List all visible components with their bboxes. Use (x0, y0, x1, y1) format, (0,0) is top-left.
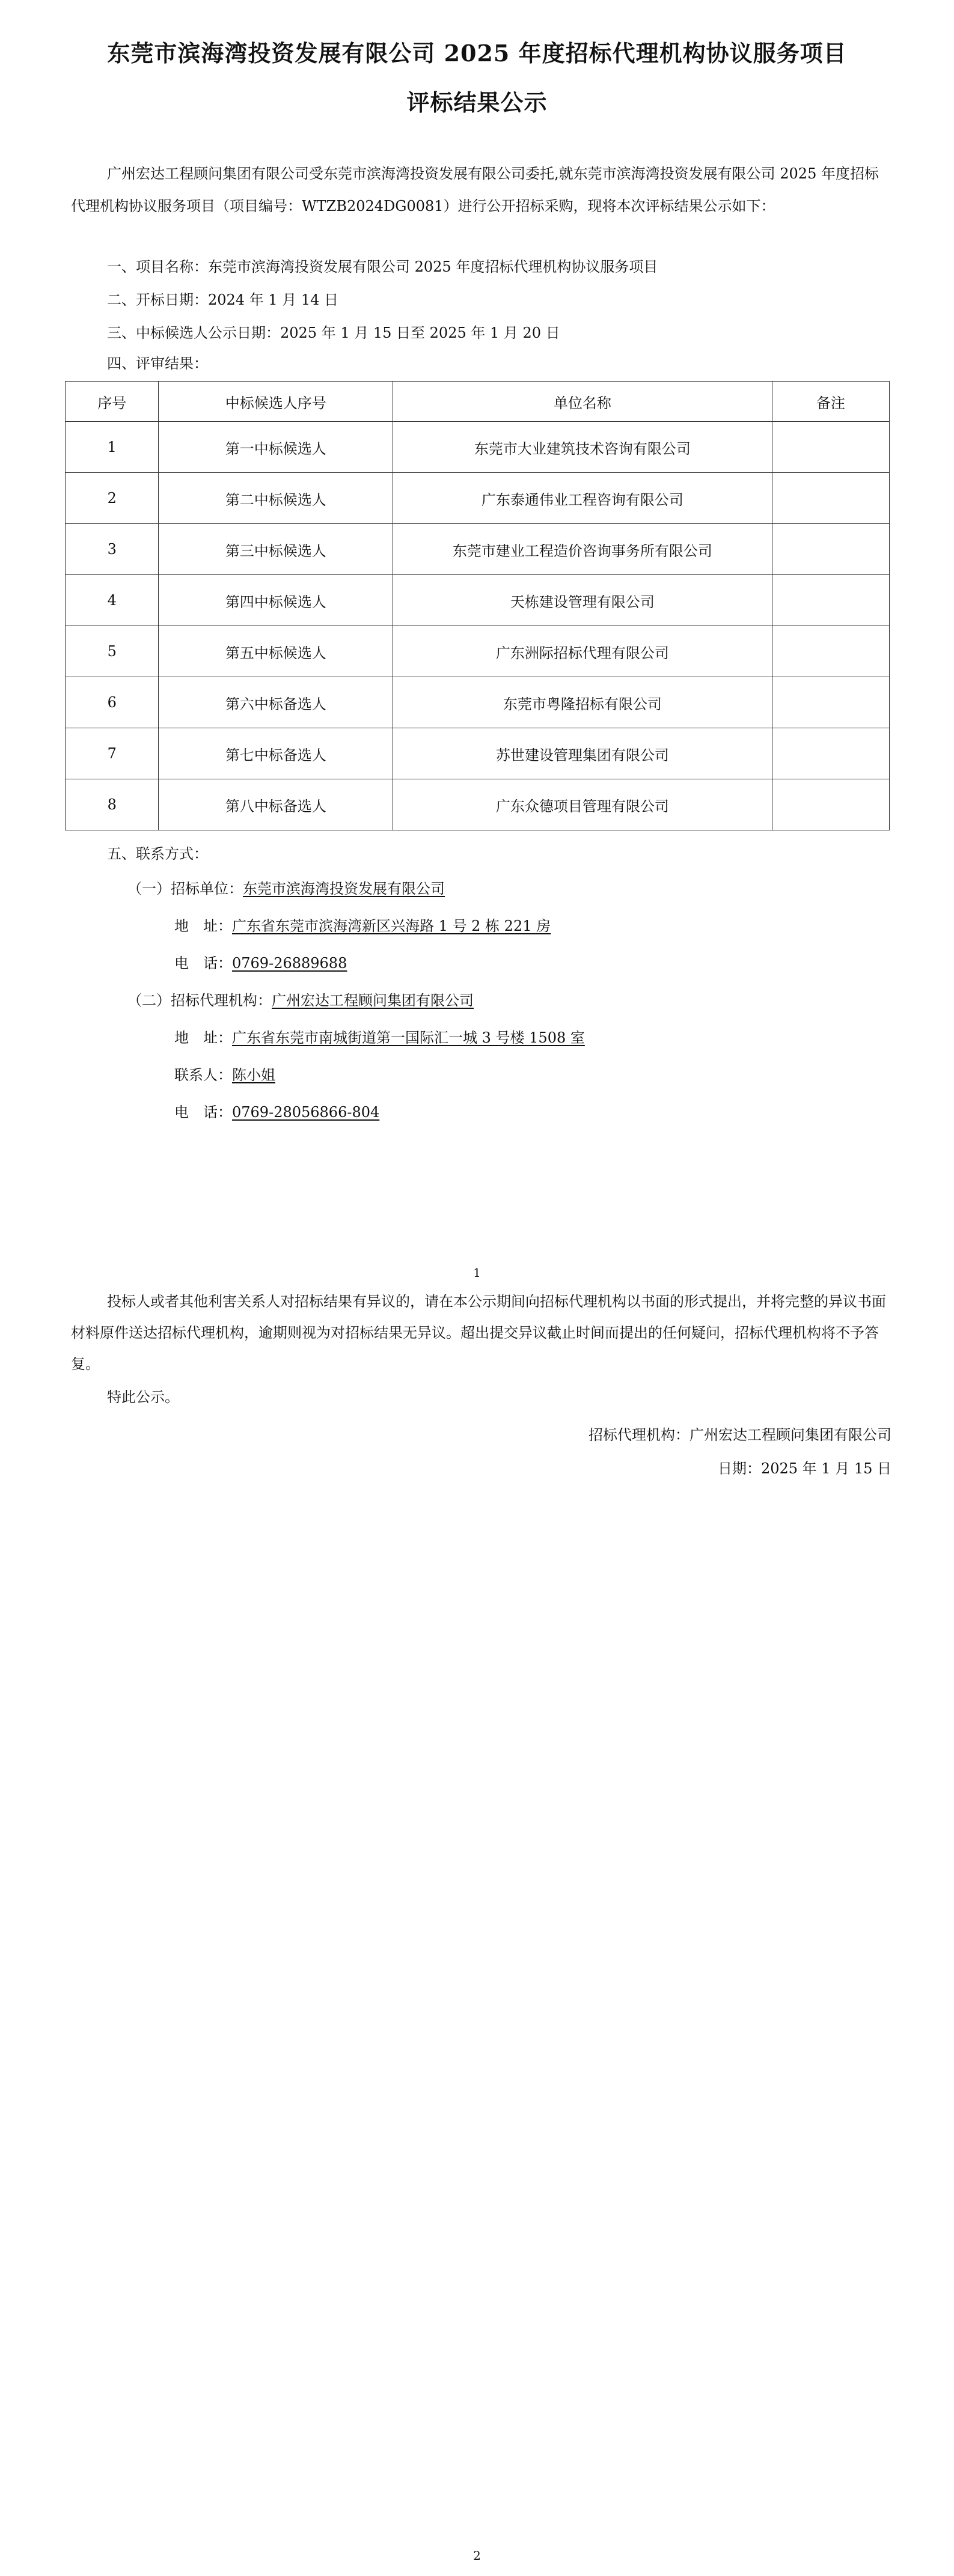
cell-unit: 广东众德项目管理有限公司 (393, 779, 772, 830)
cell-remark (772, 728, 889, 779)
intro-paragraph: 广州宏达工程顾问集团有限公司受东莞市滨海湾投资发展有限公司委托,就东莞市滨海湾投资发展有限公司 2025 年度招标代理机构协议服务项目（项目编号：WTZB2024DG0081）进行公开招标采购，现将本次评标结果公示如下： (71, 165, 879, 215)
cell-unit: 东莞市大业建筑技术咨询有限公司 (393, 422, 772, 473)
tenderer-line (127, 880, 445, 898)
tenderer-address-label: 地 址： (174, 918, 232, 934)
cell-no: 2 (66, 473, 159, 524)
table-row (66, 728, 890, 779)
cell-no: 6 (66, 677, 159, 728)
agency-name: 广州宏达工程顾问集团有限公司 (272, 992, 474, 1009)
agency-address-label: 地 址： (174, 1029, 232, 1046)
cell-unit: 苏世建设管理集团有限公司 (393, 728, 772, 779)
cell-order: 第六中标备选人 (159, 677, 393, 728)
agency-address-line (174, 1029, 585, 1047)
agency-label: （二）招标代理机构： (127, 992, 272, 1009)
cell-order: 第二中标候选人 (159, 473, 393, 524)
cell-unit: 东莞市建业工程造价咨询事务所有限公司 (393, 524, 772, 575)
table-header-row (66, 382, 890, 422)
cell-order: 第三中标候选人 (159, 524, 393, 575)
signature-date: 日期：2025 年 1 月 15 日 (717, 1460, 891, 1477)
table-row (66, 575, 890, 626)
page-number-2: 2 (473, 2548, 481, 2563)
agency-phone-line (174, 1103, 379, 1121)
table-row (66, 473, 890, 524)
contact-heading: 五、联系方式： (107, 845, 208, 862)
cell-no: 5 (66, 626, 159, 677)
cell-no: 4 (66, 575, 159, 626)
objection-paragraph: 投标人或者其他利害关系人对招标结果有异议的，请在本公示期间向招标代理机构以书面的形式提出，并将完整的异议书面材料原件送达招标代理机构，逾期则视为对招标结果无异议。超出提交异议截止时间而提出的任何疑问，招标代理机构将不予答复。 (71, 1293, 886, 1372)
closing-text: 特此公示。 (107, 1389, 179, 1405)
page-2 (0, 1286, 954, 2576)
cell-remark (772, 677, 889, 728)
table-row (66, 677, 890, 728)
header-remark: 备注 (772, 382, 889, 422)
cell-unit: 广东泰通伟业工程咨询有限公司 (393, 473, 772, 524)
cell-order: 第七中标备选人 (159, 728, 393, 779)
cell-order: 第一中标候选人 (159, 422, 393, 473)
tenderer-label: （一）招标单位： (127, 880, 243, 897)
table-row (66, 779, 890, 830)
cell-no: 7 (66, 728, 159, 779)
cell-remark (772, 626, 889, 677)
cell-order: 第五中标候选人 (159, 626, 393, 677)
cell-remark (772, 473, 889, 524)
table-row (66, 524, 890, 575)
cell-remark (772, 575, 889, 626)
cell-unit: 天栋建设管理有限公司 (393, 575, 772, 626)
cell-no: 1 (66, 422, 159, 473)
open-date-item: 二、开标日期：2024 年 1 月 14 日 (107, 291, 339, 308)
agency-line (127, 991, 474, 1009)
cell-no: 8 (66, 779, 159, 830)
cell-remark (772, 422, 889, 473)
cell-order: 第八中标备选人 (159, 779, 393, 830)
page-1 (0, 0, 954, 1286)
agency-phone-label: 电 话： (174, 1104, 232, 1121)
tenderer-phone: 0769-26889688 (232, 955, 347, 972)
project-name-item: 一、项目名称：东莞市滨海湾投资发展有限公司 2025 年度招标代理机构协议服务项目 (107, 258, 658, 275)
cell-unit: 东莞市粤隆招标有限公司 (393, 677, 772, 728)
agency-address: 广东省东莞市南城街道第一国际汇一城 3 号楼 1508 室 (232, 1029, 585, 1046)
cell-unit: 广东洲际招标代理有限公司 (393, 626, 772, 677)
tenderer-address-line (174, 917, 551, 935)
signature-agency: 招标代理机构：广州宏达工程顾问集团有限公司 (589, 1427, 891, 1443)
tenderer-name: 东莞市滨海湾投资发展有限公司 (243, 880, 445, 897)
agency-phone: 0769-28056866-804 (232, 1104, 380, 1121)
table-row (66, 626, 890, 677)
agency-person-line (174, 1066, 275, 1084)
header-unit: 单位名称 (393, 382, 772, 422)
document-title-line1: 东莞市滨海湾投资发展有限公司 2025 年度招标代理机构协议服务项目 (107, 40, 847, 67)
cell-remark (772, 524, 889, 575)
publicity-date-item: 三、中标候选人公示日期：2025 年 1 月 15 日至 2025 年 1 月 20 日 (107, 324, 560, 341)
page-number-1: 1 (473, 1265, 481, 1280)
cell-no: 3 (66, 524, 159, 575)
document-title-line2: 评标结果公示 (406, 89, 548, 116)
header-no: 序号 (66, 382, 159, 422)
result-heading: 四、评审结果： (107, 355, 208, 372)
table-row (66, 422, 890, 473)
cell-order: 第四中标候选人 (159, 575, 393, 626)
tenderer-phone-line (174, 954, 347, 972)
tenderer-address: 广东省东莞市滨海湾新区兴海路 1 号 2 栋 221 房 (232, 918, 551, 934)
tenderer-phone-label: 电 话： (174, 955, 232, 972)
header-order: 中标候选人序号 (159, 382, 393, 422)
agency-person-label: 联系人： (174, 1067, 232, 1083)
cell-remark (772, 779, 889, 830)
result-table (65, 381, 890, 830)
agency-person: 陈小姐 (232, 1067, 275, 1083)
